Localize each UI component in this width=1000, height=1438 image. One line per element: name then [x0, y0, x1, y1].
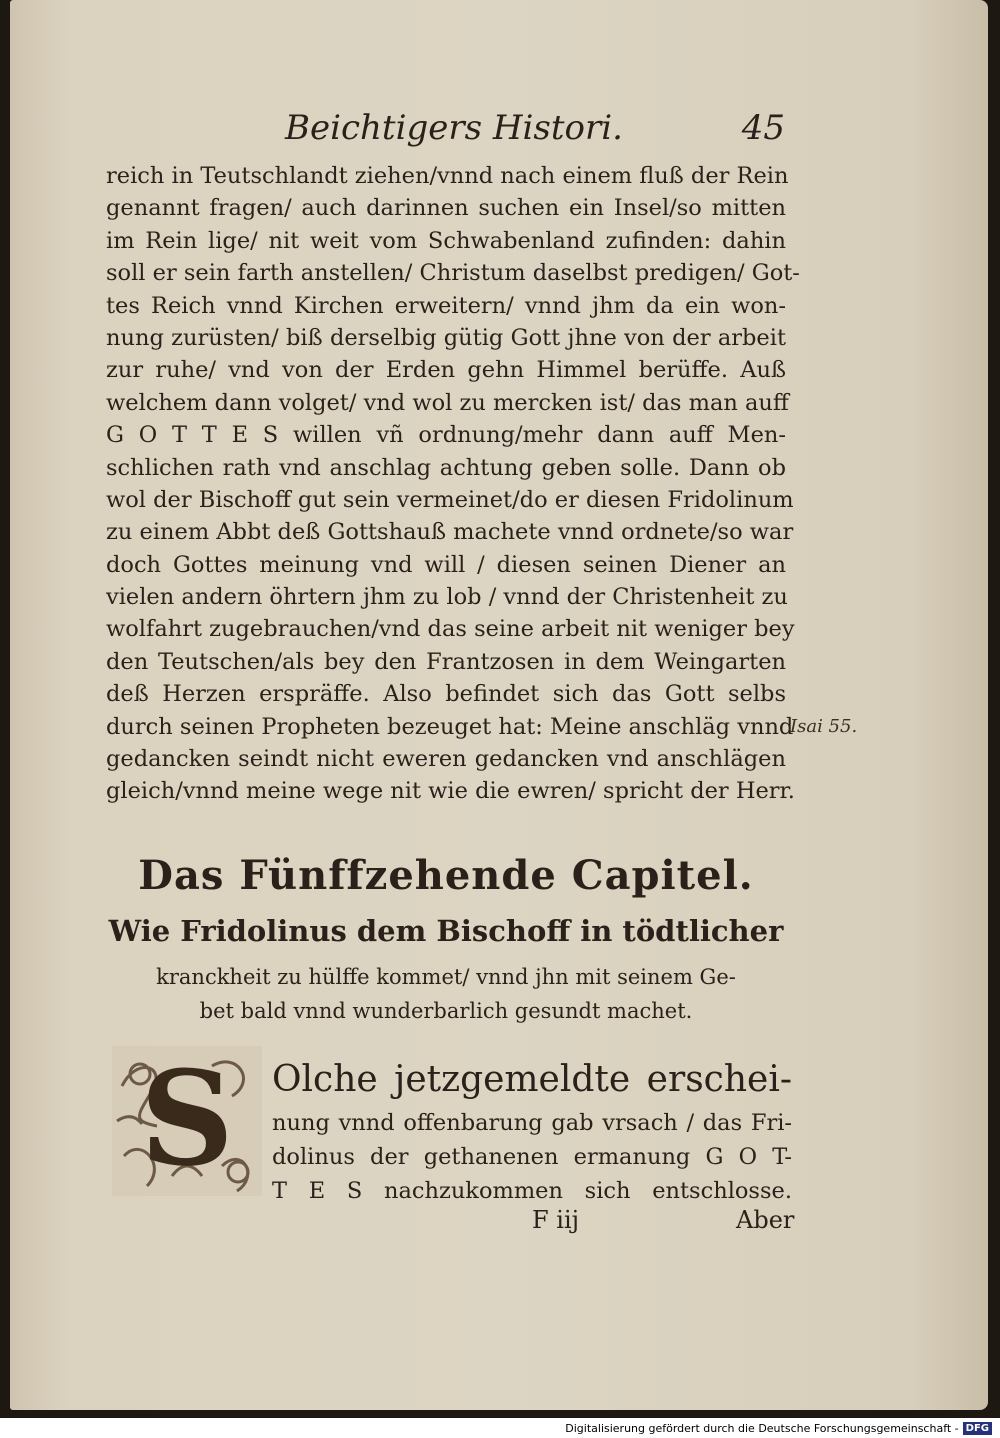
- paragraph-line: Olche jetzgemeldte erschei-: [272, 1059, 792, 1100]
- chapter-opening-paragraph: [272, 1054, 792, 1208]
- text-line: nung zurüsten/ biß derselbig gütig Gott jhne von der arbeit: [106, 324, 786, 351]
- text-line: doch Gottes meinung vnd will / diesen seinen Diener an: [106, 551, 786, 578]
- page-number: 45: [741, 108, 785, 148]
- chapter-summary-line: bet bald vnnd wunderbarlich gesundt machet.: [199, 999, 693, 1023]
- chapter-summary-line: kranckheit zu hülffe kommet/ vnnd jhn mit seinem Ge-: [156, 965, 736, 989]
- dfg-logo: DFG: [963, 1422, 992, 1435]
- text-line: den Teutschen/als bey den Frantzosen in dem Weingarten: [106, 648, 786, 675]
- decorated-initial: [112, 1046, 262, 1196]
- text-line: soll er sein farth anstellen/ Christum daselbst predigen/ Got-: [106, 260, 800, 287]
- paragraph-line: nung vnnd offenbarung gab vrsach / das Fri-: [272, 1110, 792, 1136]
- text-line: zu einem Abbt deß Gottshauß machete vnnd ordnete/so war: [106, 519, 794, 546]
- running-title: Beichtigers Histori.: [285, 108, 623, 148]
- footer-credit: Digitalisierung gefördert durch die Deutsche Forschungsgemeinschaft -: [565, 1421, 959, 1435]
- chapter-subtitle: Wie Fridolinus dem Bischoff in tödtlicher: [108, 914, 784, 948]
- text-line: genannt fragen/ auch darinnen suchen ein Insel/so mitten: [106, 195, 786, 222]
- body-text: [106, 160, 800, 808]
- catchword: Aber: [736, 1206, 795, 1234]
- paragraph-line: dolinus der gethanenen ermanung G O T-: [272, 1144, 792, 1170]
- initial-letter: S: [140, 1046, 234, 1195]
- text-line: reich in Teutschlandt ziehen/vnnd nach einem fluß der Rein: [106, 163, 789, 189]
- digitization-footer: [565, 1420, 992, 1436]
- margin-note: Isai 55.: [790, 716, 858, 737]
- text-line: tes Reich vnnd Kirchen erweitern/ vnnd jhm da ein won-: [106, 292, 786, 319]
- text-line: deß Herzen erspräffe. Also befindet sich das Gott selbs: [106, 681, 786, 708]
- chapter-summary: [140, 960, 752, 1028]
- text-line: schlichen rath vnd anschlag achtung geben solle. Dann ob: [106, 454, 786, 481]
- text-line: im Rein lige/ nit weit vom Schwabenland zufinden: dahin: [106, 227, 786, 254]
- text-line: wolfahrt zugebrauchen/vnd das seine arbeit nit weniger bey: [106, 616, 795, 643]
- text-line: vielen andern öhrtern jhm zu lob / vnnd der Christenheit zu: [106, 584, 788, 611]
- text-line: wol der Bischoff gut sein vermeinet/do er diesen Fridolinum: [106, 486, 794, 513]
- text-line: durch seinen Propheten bezeuget hat: Meine anschläg vnnd: [106, 713, 794, 740]
- text-line: welchem dann volget/ vnd wol zu mercken ist/ das man auff: [106, 389, 789, 416]
- paragraph-line: T E S nachzukommen sich entschlosse.: [272, 1178, 792, 1204]
- signature-mark: F iij: [532, 1206, 580, 1234]
- ornament-icon: [112, 1046, 262, 1196]
- text-line: G O T T E S willen vñ ordnung/mehr dann auff Men-: [106, 422, 786, 449]
- text-line: gedancken seindt nicht eweren gedancken vnd anschlägen: [106, 746, 786, 773]
- chapter-title: Das Fünffzehende Capitel.: [138, 852, 754, 899]
- running-header: [285, 108, 785, 148]
- text-line: gleich/vnnd meine wege nit wie die ewren/ spricht der Herr.: [106, 778, 795, 805]
- text-line: zur ruhe/ vnd von der Erden gehn Himmel berüffe. Auß: [106, 357, 786, 384]
